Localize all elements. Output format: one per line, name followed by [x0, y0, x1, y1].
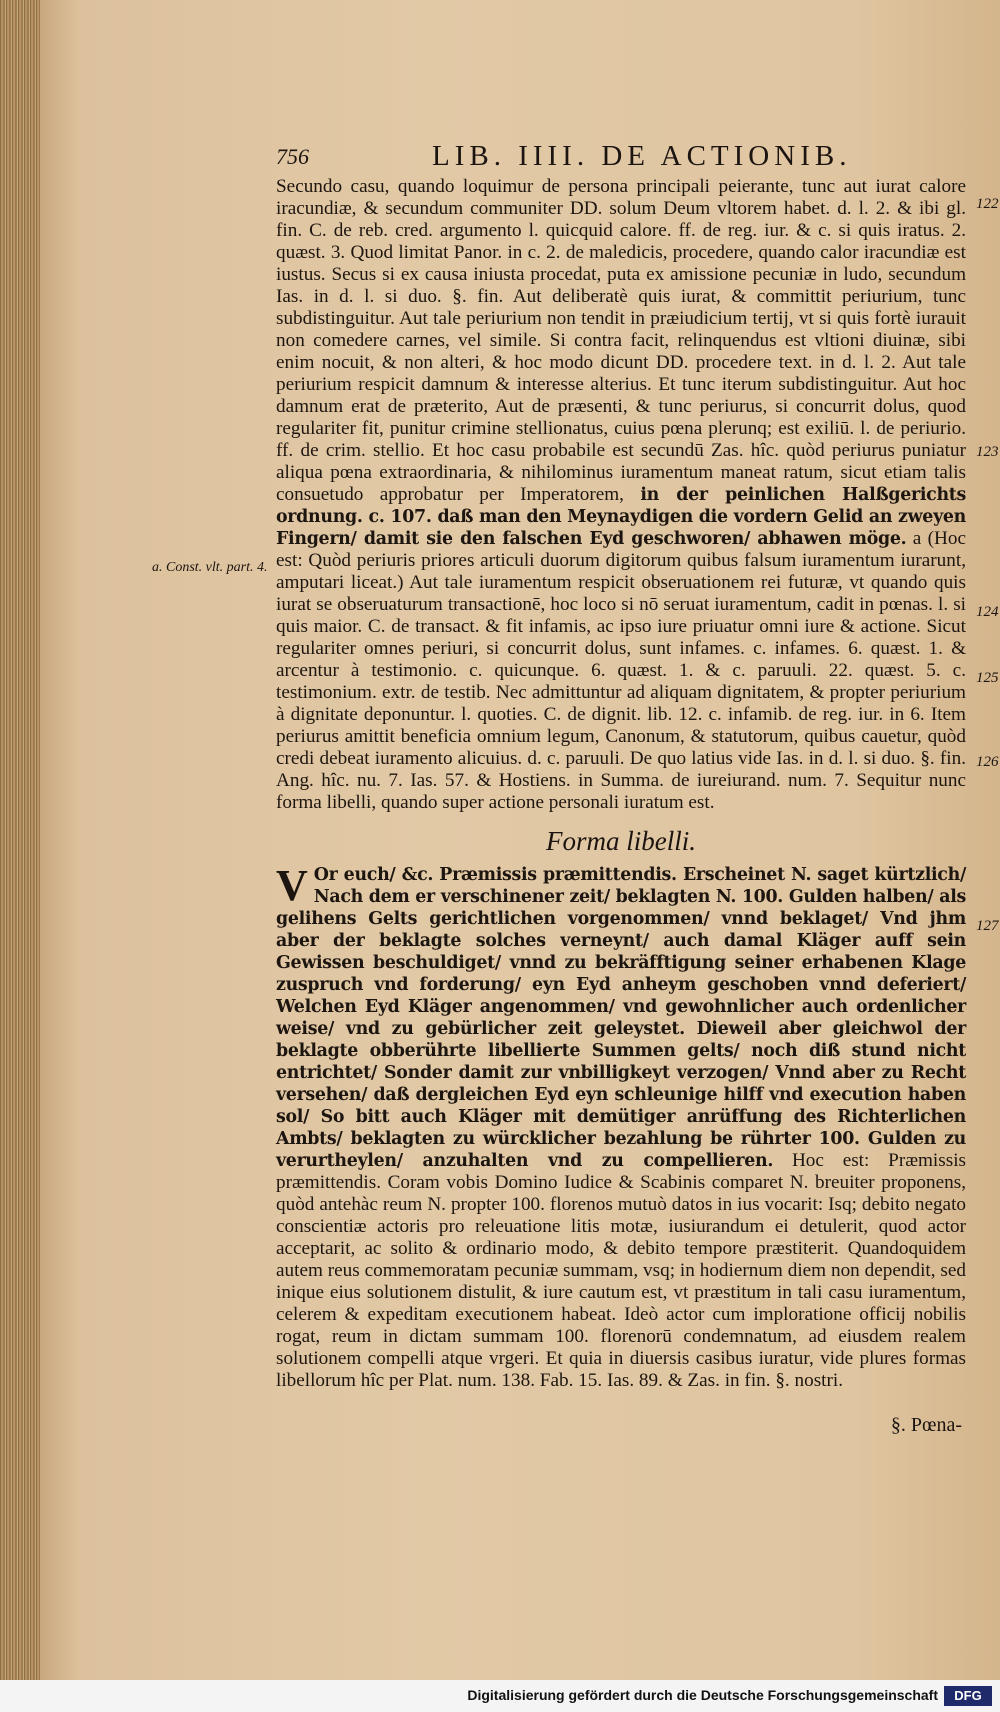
running-title: LIB. IIII. DE ACTIONIB.	[432, 140, 852, 172]
page-header	[40, 140, 1000, 180]
fraktur-text: Or euch/ &c. Præmissis præmittendis. Erscheinet N. saget kürtzlich/ Nach dem er verschinener zeit/ beklagten N. 100. Gulden halben/ als gelihens Gelts gerichtlichen vorgenommen/ vnnd beklaget/ Vnd jhm aber der beklagte solches verneynt/ auch damal Kläger auff sein Gewissen beschuldiget/ vnnd zu bekräfftigung seiner erhabenen Klage zuspruch vnd forderung/ eyn Eyd anheym geschoben vnnd deferiert/ Welchen Eyd Kläger angenommen/ vnd gewohnlicher auch ordenlicher weise/ vnd zu gebürlicher zeit geleystet. Dieweil aber gleichwol der beklagte obberührte libellierte Summen gelts/ noch diß stund nicht entrichtet/ Sonder damit zur vnbilligkeyt verzogen/ Vnnd aber zu Recht versehen/ daß dergleichen Eyd eyn schleunige hilff vnd execution haben sol/ So bitt auch Kläger mit demütiger anrüffung des Richterlichen Ambts/ beklagten zu würcklicher bezahlung be rührter 100. Gulden zu verurtheylen/ anzuhalten vnd zu compellieren.	[276, 865, 966, 1171]
margin-number: 123	[976, 444, 999, 460]
drop-cap: V	[276, 861, 308, 910]
page-number: 756	[276, 144, 309, 169]
footer-credit: Digitalisierung gefördert durch die Deutsche Forschungsgemeinschaft	[467, 1687, 938, 1703]
margin-number: 125	[976, 670, 999, 686]
latin-text: Hoc est: Præmissis præmittendis. Coram vobis Domino Iudice & Scabinis comparet N. breuiter proponens, quòd antehàc reum N. propter 100. florenos mutuò datos in ius vocarit: Isq; debito negato conscientiæ actoris pro releuatione litis motæ, iusiurandum ei detulerit, quod actor acceptarit, ac solito & ordinario modo, & debito tempore præstiterit. Quandoquidem autem reus commemoratam pecuniæ summam, vsq; in hodiernum diem non dependit, sed inique eius solutionem distulit, & iure cautum est, vt præstitum in tali casu iuramentum, celerem & expeditam executionem habeat. Ideò actor cum imploratione officij nobilis rogat, reum in dictam summam 100. florenorū condemnatum, ad eiusdem realem solutionem compelli atque vrgeri. Et quia in diuersis casibus iuratur, vide plures formas libellorum hîc per Plat. num. 138. Fab. 15. Ias. 89. & Zas. in fin. §. nostri.	[276, 1150, 966, 1391]
paragraph	[276, 861, 966, 1392]
margin-number: 122	[976, 196, 999, 212]
paragraph	[276, 176, 966, 814]
fraktur-text: in der peinlichen Halßgerichts ordnung. c. 107. daß man den Meynaydigen die vordern Gelid an zweyen Fingern/ damit sie den falschen Eyd geschworen/ abhawen möge.	[276, 485, 967, 549]
book-page	[40, 0, 1000, 1680]
book-edge	[0, 0, 42, 1680]
body-text	[276, 176, 966, 1392]
margin-number: 126	[976, 754, 999, 770]
latin-text: a (Hoc est: Quòd periuris priores articuli duorum digitorum quibus falsum iuramentum iurarunt, amputari liceat.) Aut tale iuramentum respicit obseruationem rei futuræ, vt quando quis iurat se obseruaturum transactionē, hoc loco si nō seruat iuramentum, cadit in pœnas. l. si quis maior. C. de transact. & fit infamis, ac ipso iure priuatur omni iure & actione. Sicut regulariter omnes periuri, si concurrit dolus, sunt infames. c. infames. 6. quæst. 1. & arcentur à testimonio. c. quicunque. 6. quæst. 1. & c. paruuli. 22. quæst. 5. c. testimonium. extr. de testib. Nec admittuntur ad aliquam dignitatem, & propter periurium à dignitate deponuntur. l. quoties. C. de dignit. lib. 12. c. infamib. de reg. iur. in 6. Item periurus amittit beneficia omnium legum, Canonum, & statutorum, quibus cauetur, quòd credi debeat iuramento alicuius. d. c. paruuli. De quo latius vide Ias. in d. l. si duo. §. fin. Ang. hîc. nu. 7. Ias. 57. & Hostiens. in Summa. de iureiurand. num. 7. Sequitur nunc forma libelli, quando super actione personali iuratum est.	[276, 528, 967, 813]
footer-bar	[0, 1680, 1000, 1712]
latin-text: Secundo casu, quando loquimur de persona principali peierante, tunc aut iurat calore iracundiæ, & secundum communiter DD. solum Deum vltorem habet. d. l. 2. & ibi gl. fin. C. de reb. cred. argumento l. quicquid calore. ff. de reg. iur. & c. si quis iratus. 2. quæst. 3. Quod limitat Panor. in c. 2. de maledicis, procedere, quando calor iracundiæ est iustus. Secus si ex causa iniusta procedat, puta ex amissione pecuniæ in ludo, secundum Ias. in d. l. si duo. §. fin. Aut deliberatè quis iurat, & committit periurium, tunc subdistinguitur. Aut tale periurium non tendit in præiudicium tertij, vt si quis fortè iurauit non comedere carnes, vel simile. Si contra facit, relinquendus est vltioni diuinæ, sibi enim nocuit, & non alteri, & hoc modo dicunt DD. procedere text. in d. l. 2. Aut tale periurium respicit damnum & interesse alterius. Et tunc iterum subdistinguitur. Aut hoc damnum erat de præterito, Aut de præsenti, & tunc periurus, si concurrit dolus, quod regulariter fit, punitur crimine stellionatus, cuius pœna plerunq; est exiliū. l. de periurio. ff. de crim. stellio. Et hoc casu probabile est secundū Zas. hîc. quòd periurus puniatur aliqua pœna extraordinaria, & nihilominus iuramentum maneat ratum, sicut etiam talis consuetudo approbatur per Imperatorem,	[276, 176, 966, 505]
margin-note: a. Const. vlt. part. 4.	[152, 560, 268, 575]
margin-number: 127	[976, 918, 999, 934]
margin-number: 124	[976, 604, 999, 620]
catchword: §. Pœna-	[890, 1414, 962, 1436]
dfg-logo: DFG	[944, 1686, 992, 1706]
section-heading: Forma libelli.	[546, 826, 696, 856]
